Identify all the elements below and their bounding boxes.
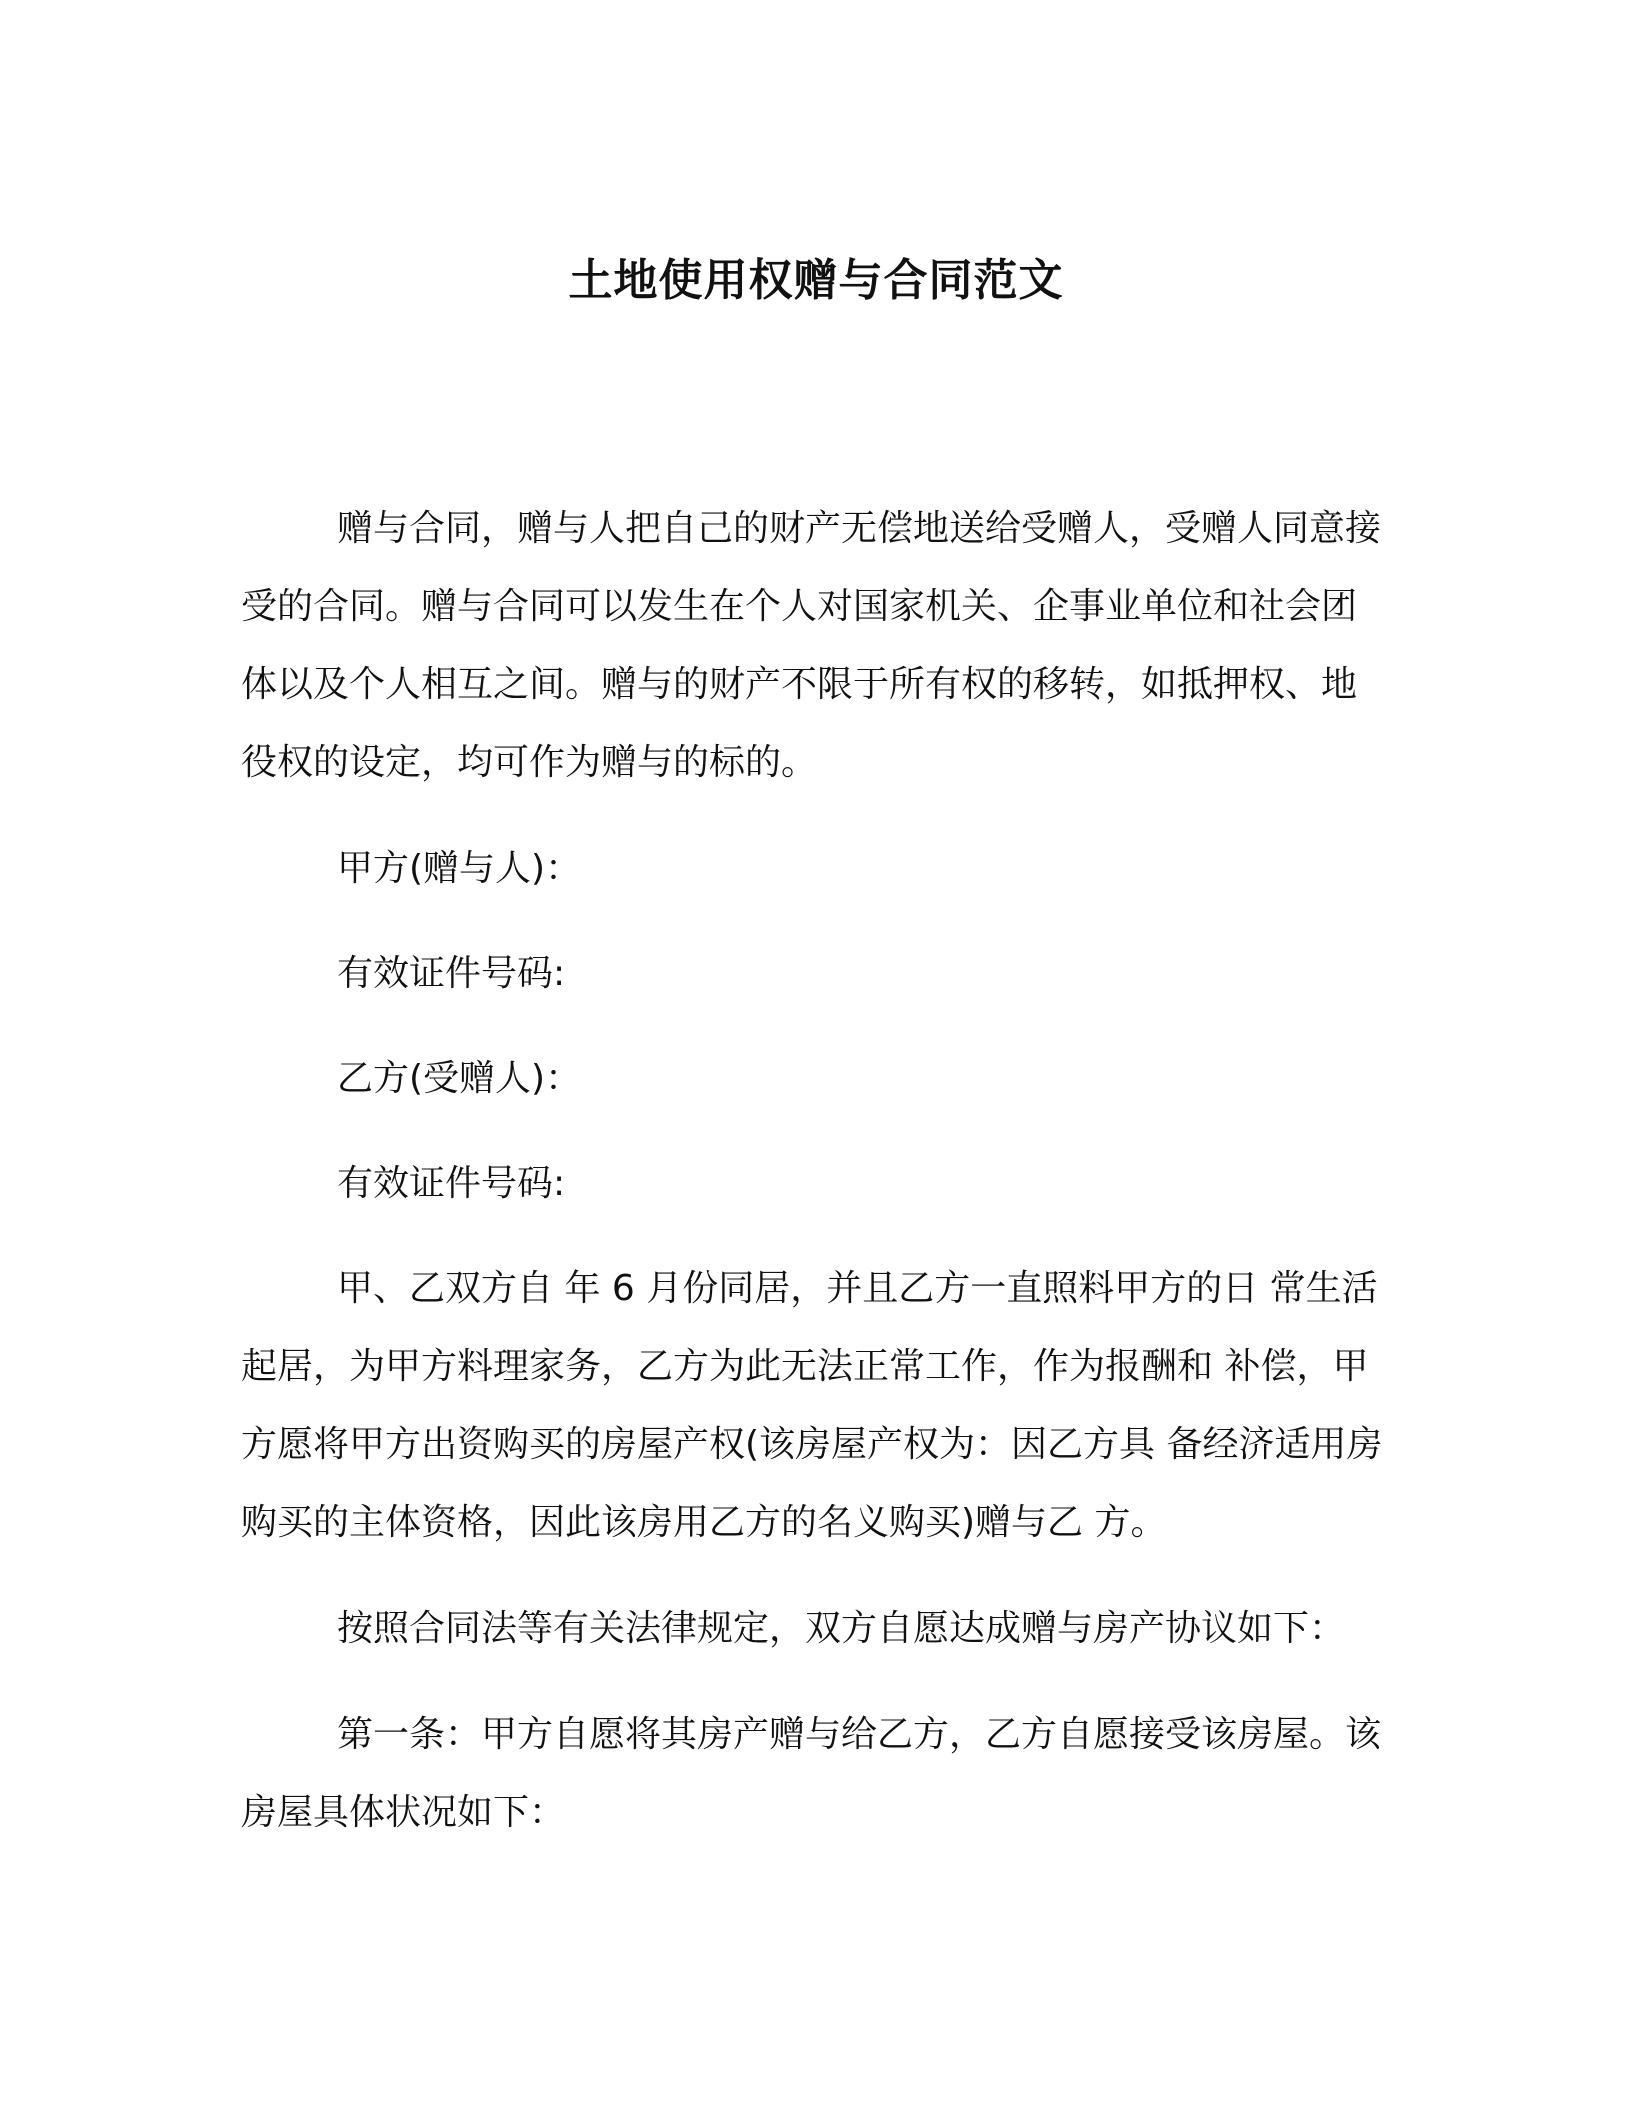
- agreement-paragraph: 按照合同法等有关法律规定，双方自愿达成赠与房产协议如下：: [337, 1608, 1346, 1649]
- intro-paragraph: 赠与合同，赠与人把自己的财产无偿地送给受赠人，受赠人同意接受的合同。赠与合同可以发生在个人对国家机关、企事业单位和社会团体以及个人相互之间。赠与的财产不限于所有权的移转，如抵押权、地役权的设定，均可作为赠与的标的。: [241, 508, 1382, 783]
- background-paragraph: 甲、乙双方自 年 6 月份同居，并且乙方一直照料甲方的日 常生活起居，为甲方料理家务，乙方为此无法正常工作，作为报酬和 补偿，甲方愿将甲方出资购买的房屋产权(该房屋产权为：因乙方具 备经济适用房购买的主体资格，因此该房用乙方的名义购买)赠与乙 方。: [241, 1268, 1383, 1543]
- party-b-id-label: 有效证件号码:: [337, 1163, 566, 1204]
- party-a-label: 甲方(赠与人)：: [337, 848, 582, 889]
- document-body: [241, 490, 1391, 1880]
- party-b-label: 乙方(受赠人)：: [337, 1058, 582, 1099]
- party-a-id-label: 有效证件号码:: [337, 953, 566, 994]
- article-one-paragraph: 第一条：甲方自愿将其房产赠与给乙方，乙方自愿接受该房屋。该房屋具体状况如下：: [241, 1714, 1382, 1833]
- document-title: 土地使用权赠与合同范文: [568, 255, 1064, 307]
